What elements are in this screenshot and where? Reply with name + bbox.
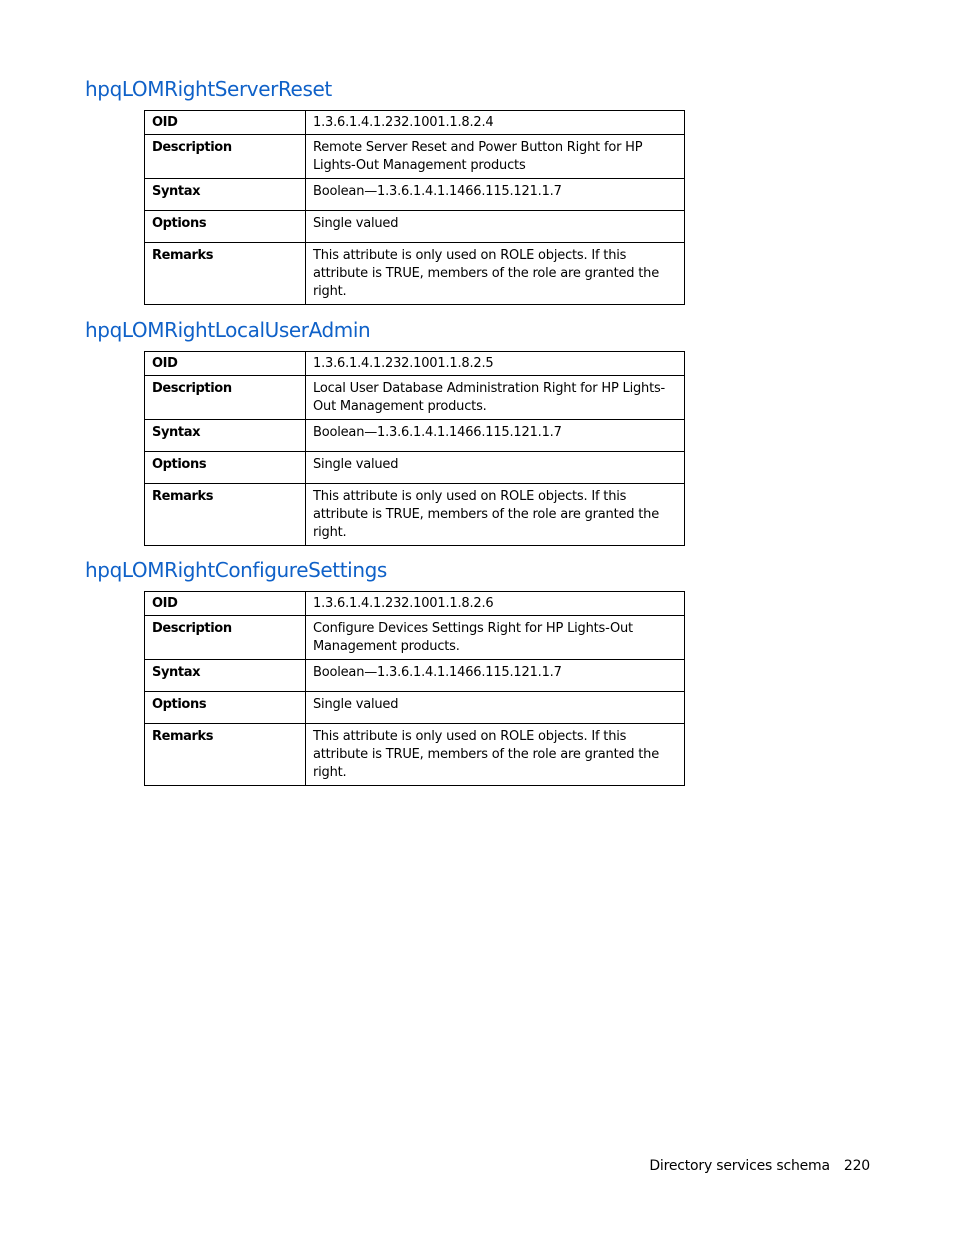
table-row: [145, 660, 685, 692]
section-heading: hpqLOMRightConfigureSettings: [85, 558, 387, 582]
table-row: [145, 376, 685, 420]
row-value: Local User Database Administration Right for HP Lights-Out Management products.: [306, 376, 685, 420]
table-row: [145, 111, 685, 135]
row-key: Description: [145, 135, 306, 179]
page-number: 220: [843, 1158, 870, 1174]
row-key: Syntax: [145, 660, 306, 692]
row-value: This attribute is only used on ROLE objects. If this attribute is TRUE, members of the role are granted the right.: [306, 724, 685, 786]
row-key: Remarks: [145, 724, 306, 786]
row-value: 1.3.6.1.4.1.232.1001.1.8.2.4: [306, 111, 685, 135]
page-footer: [649, 1158, 870, 1174]
row-value: Boolean—1.3.6.1.4.1.1466.115.121.1.7: [306, 420, 685, 452]
table-row: [145, 211, 685, 243]
table-row: [145, 484, 685, 546]
table-row: [145, 179, 685, 211]
table-row: [145, 692, 685, 724]
row-value: Boolean—1.3.6.1.4.1.1466.115.121.1.7: [306, 660, 685, 692]
row-key: Options: [145, 692, 306, 724]
row-key: Options: [145, 452, 306, 484]
row-value: This attribute is only used on ROLE objects. If this attribute is TRUE, members of the role are granted the right.: [306, 484, 685, 546]
section-heading: hpqLOMRightServerReset: [85, 77, 332, 101]
row-key: Syntax: [145, 179, 306, 211]
attribute-table: [144, 591, 685, 786]
table-row: [145, 592, 685, 616]
row-key: Remarks: [145, 484, 306, 546]
row-value: Boolean—1.3.6.1.4.1.1466.115.121.1.7: [306, 179, 685, 211]
row-value: 1.3.6.1.4.1.232.1001.1.8.2.6: [306, 592, 685, 616]
row-key: OID: [145, 592, 306, 616]
attribute-table: [144, 351, 685, 546]
table-row: [145, 420, 685, 452]
table-row: [145, 243, 685, 305]
table-row: [145, 724, 685, 786]
table-row: [145, 452, 685, 484]
row-value: This attribute is only used on ROLE objects. If this attribute is TRUE, members of the role are granted the right.: [306, 243, 685, 305]
row-key: OID: [145, 352, 306, 376]
footer-chapter-title: Directory services schema: [649, 1158, 830, 1174]
section-heading: hpqLOMRightLocalUserAdmin: [85, 318, 371, 342]
row-value: Single valued: [306, 692, 685, 724]
row-value: Remote Server Reset and Power Button Right for HP Lights-Out Management products: [306, 135, 685, 179]
row-value: Single valued: [306, 452, 685, 484]
row-value: Single valued: [306, 211, 685, 243]
row-key: Remarks: [145, 243, 306, 305]
row-key: Syntax: [145, 420, 306, 452]
table-row: [145, 135, 685, 179]
row-key: OID: [145, 111, 306, 135]
row-key: Options: [145, 211, 306, 243]
table-row: [145, 616, 685, 660]
row-key: Description: [145, 616, 306, 660]
row-value: 1.3.6.1.4.1.232.1001.1.8.2.5: [306, 352, 685, 376]
attribute-table: [144, 110, 685, 305]
row-value: Configure Devices Settings Right for HP Lights-Out Management products.: [306, 616, 685, 660]
row-key: Description: [145, 376, 306, 420]
table-row: [145, 352, 685, 376]
